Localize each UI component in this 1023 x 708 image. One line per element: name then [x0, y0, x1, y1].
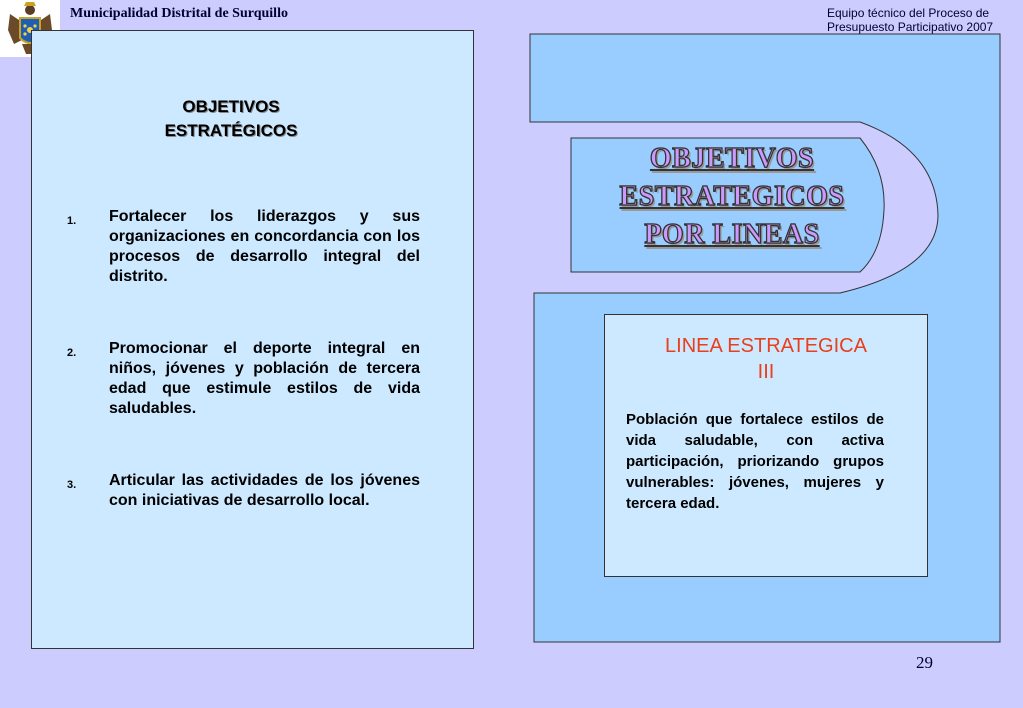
team-caption-line1: Equipo técnico del Proceso de: [827, 6, 990, 20]
ribbon-title: [582, 140, 882, 254]
strategic-line-title-line1: LINEA ESTRATEGICA: [665, 335, 867, 357]
strategic-line-description: Población que fortalece estilos de vida saludable, con activa participación, priorizando grupos vulnerables: jóvenes, mujeres y tercera edad.: [626, 411, 884, 512]
objective-number: 1.: [67, 215, 77, 227]
objective-number: 2.: [67, 347, 77, 359]
strategic-line-title: [605, 333, 927, 385]
team-caption-line2: Presupuesto Participativo 2007: [827, 20, 994, 34]
strategic-line-box: [604, 314, 928, 577]
strategic-line-title-line2: III: [757, 361, 775, 383]
ribbon-title-line3: POR LINEAS: [644, 219, 820, 250]
municipality-name: Municipalidad Distrital de Surquillo: [70, 6, 288, 21]
objective-text: Promocionar el deporte integral en niños, jóvenes y población de tercera edad que estimule estilos de vida saludables.: [109, 340, 420, 417]
ribbon-title-line1: OBJETIVOS: [649, 143, 815, 174]
objective-number: 3.: [67, 479, 77, 491]
page-number: 29: [916, 653, 933, 672]
objectives-title-line2: ESTRATÉGICOS: [164, 121, 298, 140]
objective-text: Articular las actividades de los jóvenes con iniciativas de desarrollo local.: [109, 472, 420, 509]
objective-text: Fortalecer los liderazgos y sus organizaciones en concordancia con los procesos de desarrollo integral del distrito.: [109, 208, 420, 285]
objectives-title-line1: OBJETIVOS: [182, 97, 280, 116]
ribbon-title-line2: ESTRATEGICOS: [619, 181, 845, 212]
